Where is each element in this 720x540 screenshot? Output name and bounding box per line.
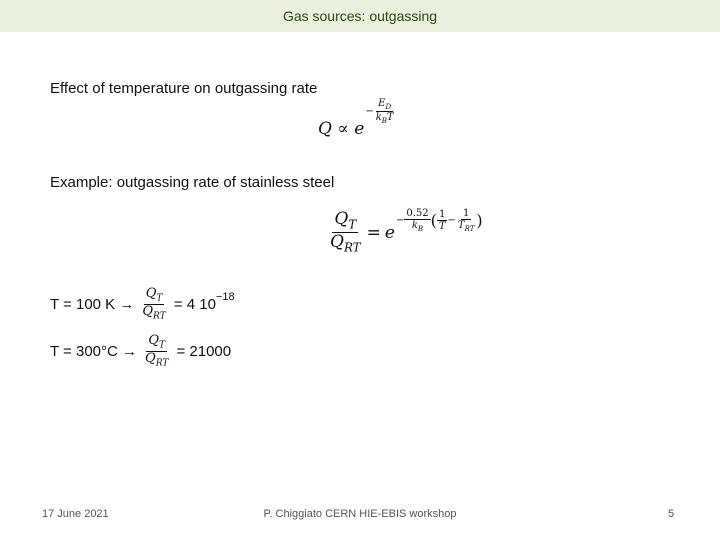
text-example-stainless: Example: outgassing rate of stainless steel	[50, 174, 335, 191]
title-bar	[0, 0, 720, 32]
equation-300c	[50, 334, 231, 369]
eq3-result: = 4 10	[173, 296, 216, 314]
page-number: 5	[668, 508, 675, 520]
text-effect-temperature: Effect of temperature on outgassing rate	[50, 80, 318, 97]
slide-title: Gas sources: outgassing	[282, 8, 438, 24]
equation-outgassing-proportionality: Q ∝ e − $\frac{E_D}{k_BT}$	[318, 98, 394, 140]
eq3-ratio: $\frac{Q_T}{Q_{RT}}$	[142, 286, 166, 322]
equation-100k	[50, 287, 235, 322]
equation-ratio-stainless: $\frac{Q_T}{Q_{RT}}$ = e − $\frac{0.52}{k_B}$ ( $\frac{1}{T}$ − $\frac{1}{T_{RT}}$ )	[330, 207, 483, 255]
eq3-prefix: T = 100 K →	[50, 296, 135, 314]
footer-author: P. Chiggiato CERN HIE-EBIS workshop	[263, 508, 457, 520]
eq4-prefix: T = 300°C →	[50, 343, 138, 361]
eq4-ratio: $\frac{Q_T}{Q_{RT}}$	[145, 333, 169, 369]
eq3-exponent: −18	[215, 290, 235, 303]
footer-date: 17 June 2021	[42, 508, 109, 520]
eq4-result: = 21000	[176, 343, 232, 361]
